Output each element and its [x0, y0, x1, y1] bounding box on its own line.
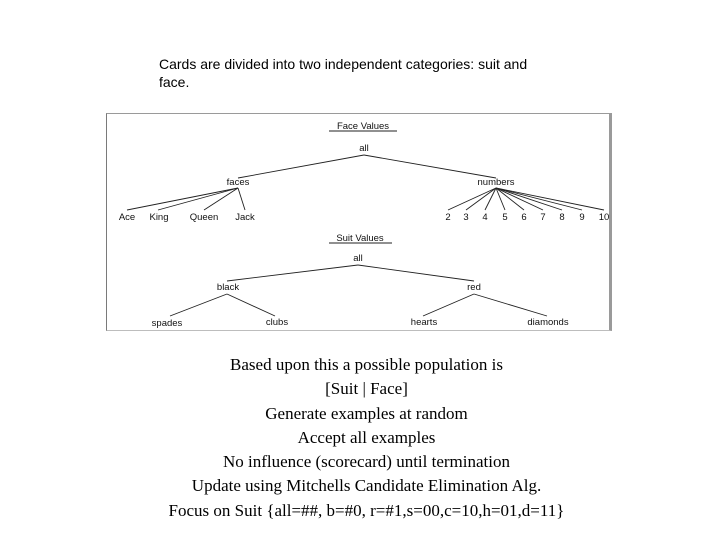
edge-red-hearts — [423, 294, 474, 316]
suit-values-tree — [152, 233, 569, 329]
jack-node: Jack — [235, 212, 255, 223]
black-node: black — [216, 282, 240, 293]
edge-root-black — [227, 265, 358, 281]
diamonds-node: diamonds — [527, 317, 569, 328]
edge-root-faces — [238, 155, 364, 178]
edge-numbers-2 — [448, 188, 496, 210]
edge-numbers-3 — [466, 188, 496, 210]
edge-faces-jack — [238, 188, 245, 210]
edge-root-red — [358, 265, 474, 281]
number-8-node: 8 — [559, 212, 565, 223]
caption-line-2: [Suit | Face] — [325, 379, 408, 399]
queen-node: Queen — [189, 212, 219, 223]
ace-node: Ace — [118, 212, 136, 223]
caption-line-5: No influence (scorecard) until termination — [223, 452, 510, 472]
face-root-node: all — [359, 143, 369, 154]
caption-line-4: Accept all examples — [297, 427, 436, 447]
number-4-node: 4 — [482, 212, 488, 223]
number-5-node: 5 — [502, 212, 508, 223]
number-7-node: 7 — [540, 212, 546, 223]
numbers-node: numbers — [477, 177, 515, 188]
edge-numbers-9 — [496, 188, 582, 210]
caption-line-1: Based upon this a possible population is — [230, 355, 503, 374]
number-6-node: 6 — [521, 212, 527, 223]
number-2-node: 2 — [445, 212, 451, 223]
number-10-node: 10 — [598, 212, 610, 223]
faces-node: faces — [226, 177, 250, 188]
edge-black-clubs — [227, 294, 275, 316]
suit-root-node: all — [353, 253, 363, 264]
slide-caption — [0, 353, 720, 523]
hierarchy-figure — [106, 113, 612, 331]
number-9-node: 9 — [579, 212, 585, 223]
caption-line-6: Update using Mitchells Candidate Elimination Alg. — [191, 476, 542, 496]
edge-numbers-10 — [496, 188, 604, 210]
edge-root-numbers — [364, 155, 496, 178]
edge-numbers-4 — [485, 188, 496, 210]
face-values-tree — [119, 121, 609, 223]
hearts-node: hearts — [410, 317, 438, 328]
edge-black-spades — [170, 294, 227, 316]
heading-line-2: face. — [159, 74, 190, 90]
spades-node: spades — [151, 318, 183, 329]
clubs-node: clubs — [265, 317, 289, 328]
edge-faces-king — [158, 188, 238, 210]
edge-red-diamonds — [474, 294, 547, 316]
slide-heading — [159, 55, 619, 91]
face-values-title: Face Values — [336, 121, 390, 132]
number-3-node: 3 — [463, 212, 469, 223]
heading-line-1: Cards are divided into two independent categories: suit and — [159, 56, 528, 72]
red-node: red — [467, 282, 481, 293]
caption-line-3: Generate examples at random — [265, 403, 468, 423]
hierarchy-diagram — [107, 114, 613, 332]
caption-line-7: Focus on Suit {all=##, b=#0, r=#1,s=00,c=10,h=01,d=11} — [168, 500, 565, 520]
king-node: King — [149, 212, 169, 223]
suit-values-title: Suit Values — [336, 233, 384, 244]
